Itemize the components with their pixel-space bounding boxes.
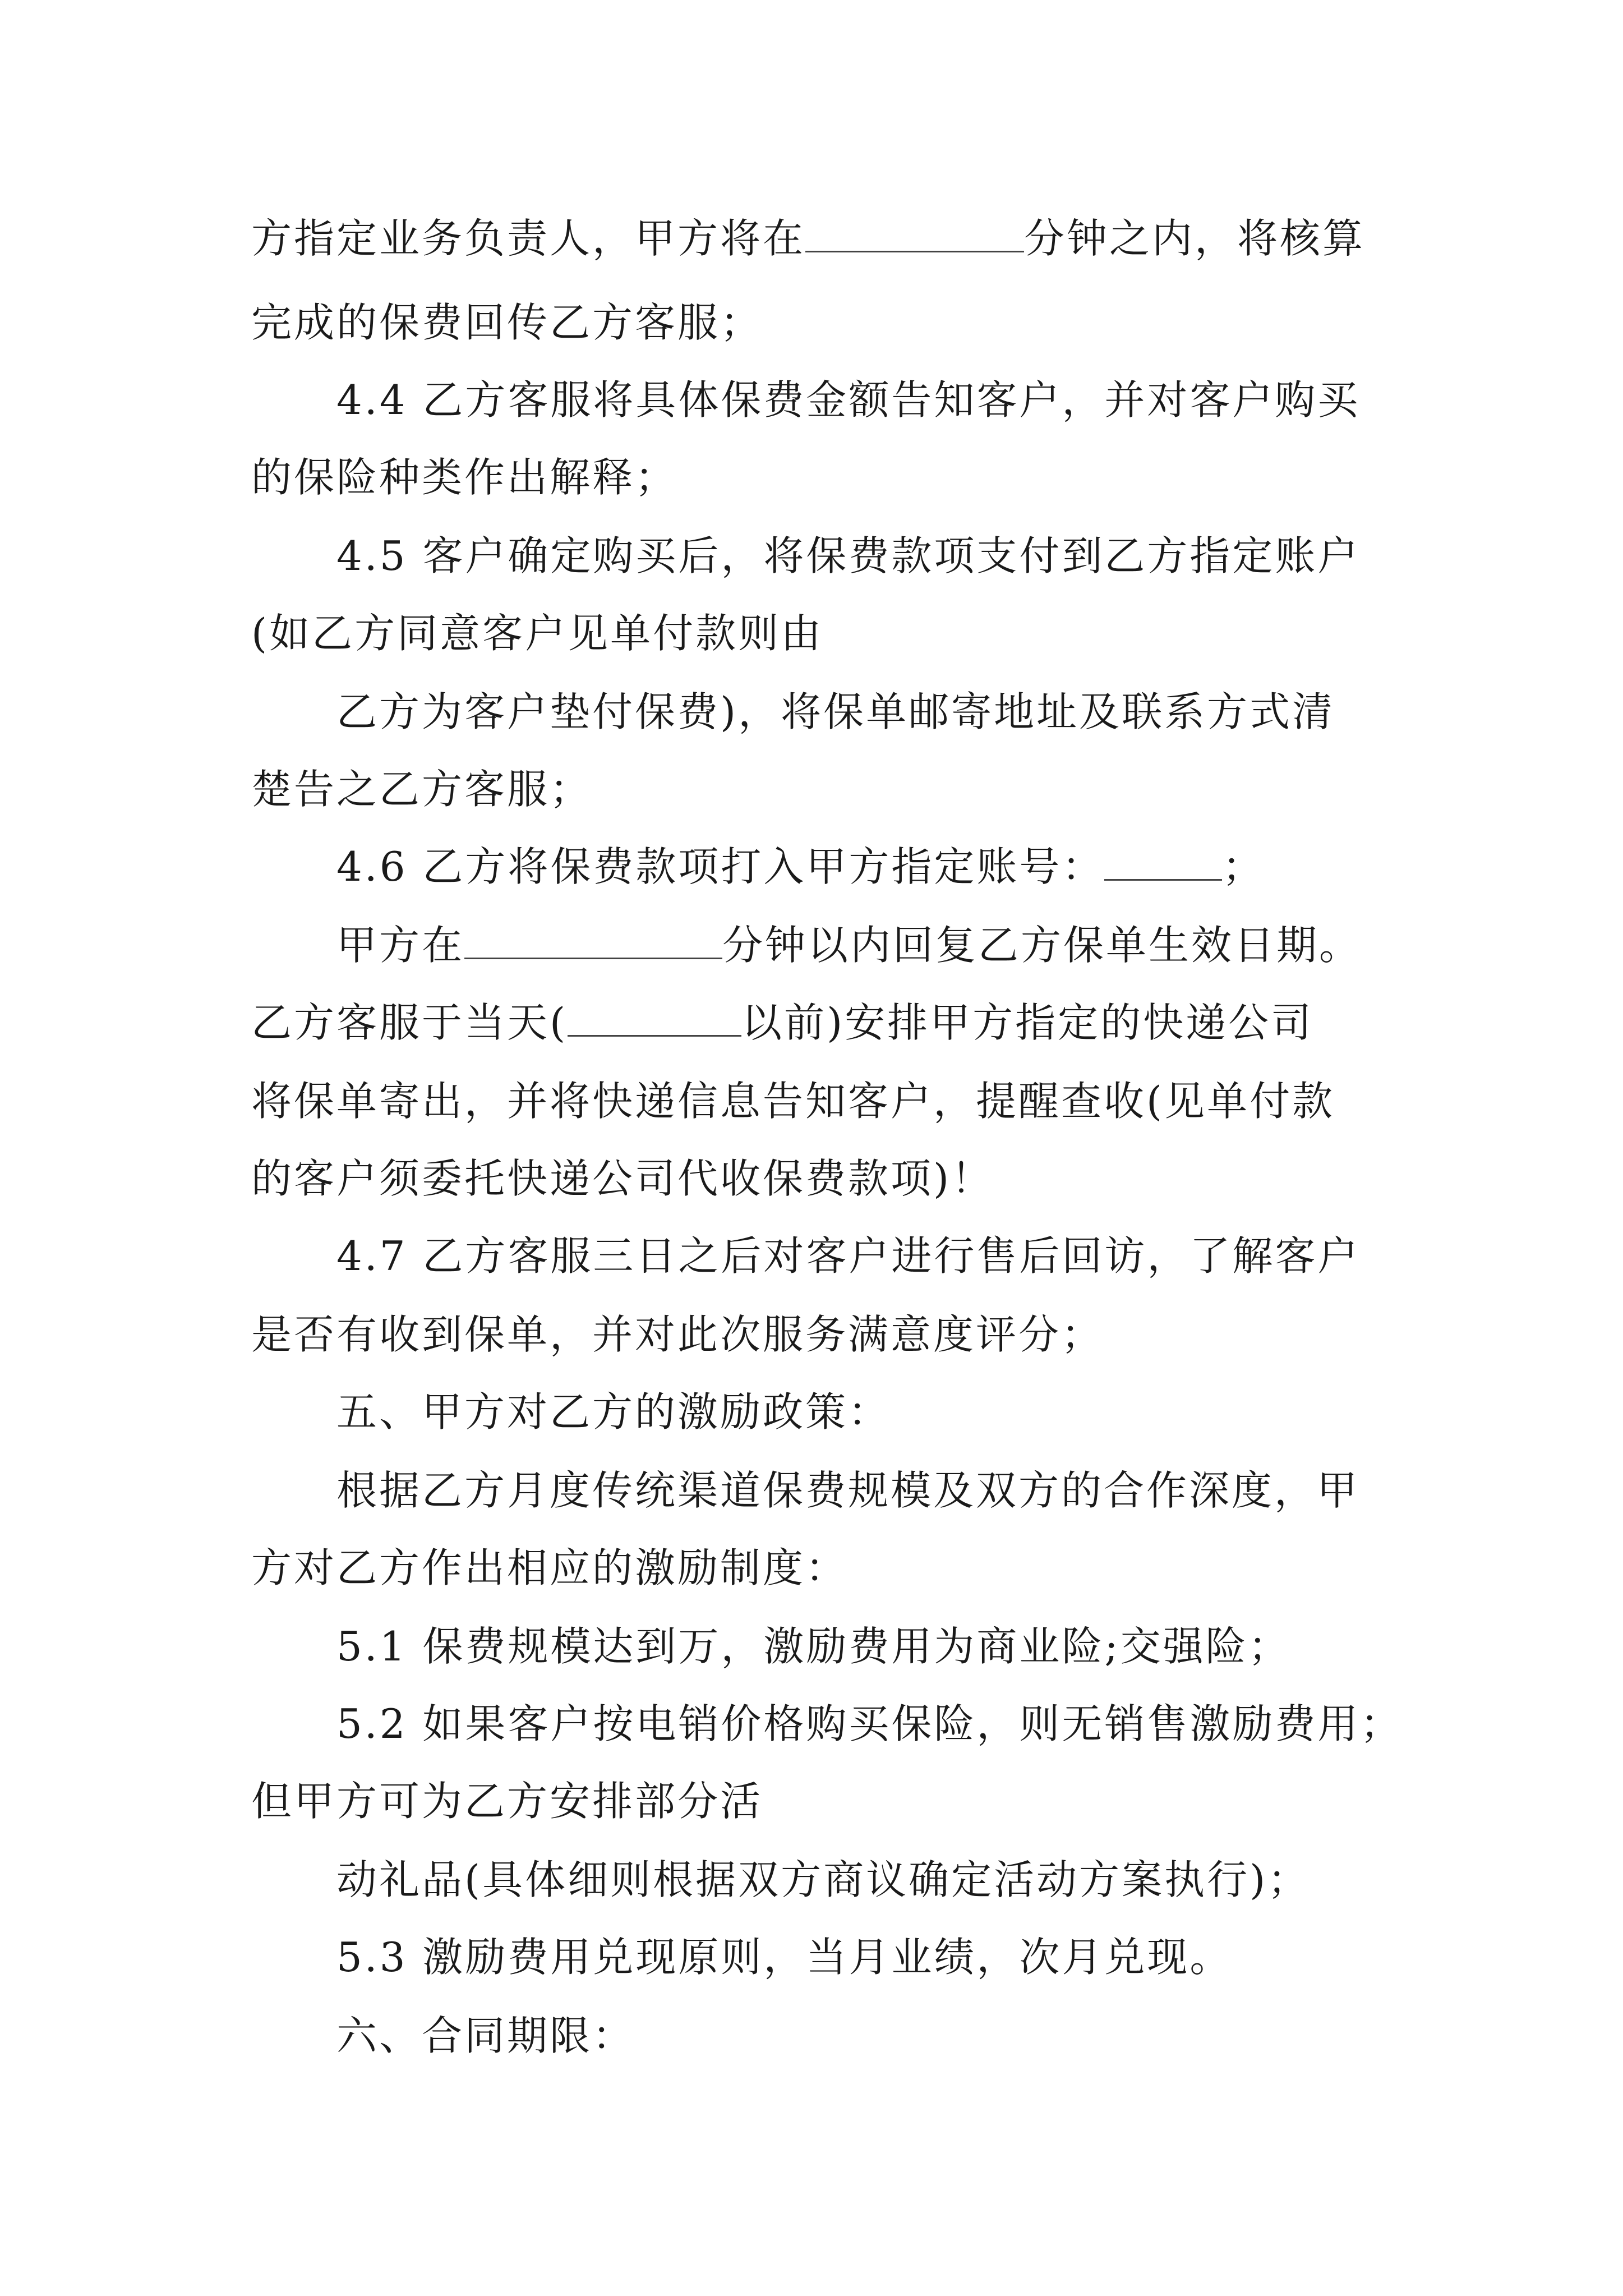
paragraph-line: 将保单寄出，并将快递信息告知客户，提醒查收(见单付款 xyxy=(251,1078,1335,1125)
paragraph-line xyxy=(251,208,1395,269)
line-text: 4.6 乙方将保费款项打入甲方指定账号： xyxy=(336,843,1105,890)
section-heading: 六、合同期限： xyxy=(336,2012,635,2059)
paragraph-line: 是否有收到保单，并对此次服务满意度评分； xyxy=(251,1311,1104,1358)
paragraph-line: 5.2 如果客户按电销价格购买保险，则无销售激励费用； xyxy=(336,1700,1403,1747)
fill-in-blank[interactable] xyxy=(568,996,741,1037)
fill-in-blank[interactable] xyxy=(464,918,722,959)
paragraph-line: 5.3 激励费用兑现原则，当月业绩，次月兑现。 xyxy=(336,1934,1233,1981)
paragraph-line: 4.7 乙方客服三日之后对客户进行售后回访，了解客户 xyxy=(336,1232,1361,1280)
line-text: 乙方客服于当天( xyxy=(251,999,568,1046)
paragraph-line: 的保险种类作出解释； xyxy=(251,454,678,501)
line-text: ； xyxy=(1222,843,1265,890)
paragraph-line: 5.1 保费规模达到万，激励费用为商业险;交强险； xyxy=(336,1623,1291,1670)
section-heading: 五、甲方对乙方的激励政策： xyxy=(336,1388,891,1435)
line-text: 甲方在 xyxy=(336,922,465,969)
paragraph-line: 的客户须委托快递公司代收保费款项)！ xyxy=(251,1155,994,1202)
paragraph-line: 完成的保费回传乙方客服； xyxy=(251,299,763,346)
paragraph-line: 方对乙方作出相应的激励制度： xyxy=(251,1544,849,1591)
paragraph-line: (如乙方同意客户见单付款则由 xyxy=(251,610,824,657)
paragraph-line xyxy=(251,992,1395,1053)
line-text: 分钟之内，将核算 xyxy=(1024,215,1366,262)
paragraph-line: 动礼品(具体细则根据双方商议确定活动方案执行)； xyxy=(336,1856,1311,1903)
paragraph-line: 但甲方可为乙方安排部分活 xyxy=(251,1778,763,1825)
paragraph-line: 4.5 客户确定购买后，将保费款项支付到乙方指定账户 xyxy=(336,532,1361,579)
paragraph-line: 乙方为客户垫付保费)，将保单邮寄地址及联系方式清 xyxy=(336,688,1335,735)
line-text: 分钟以内回复乙方保单生效日期。 xyxy=(722,922,1362,969)
paragraph-line: 楚告之乙方客服； xyxy=(251,766,593,813)
paragraph-line xyxy=(336,836,1481,898)
fill-in-blank[interactable] xyxy=(805,211,1024,252)
paragraph-line xyxy=(336,914,1481,976)
paragraph-line: 4.4 乙方客服将具体保费金额告知客户，并对客户购买 xyxy=(336,376,1361,424)
paragraph-line: 根据乙方月度传统渠道保费规模及双方的合作深度，甲 xyxy=(336,1467,1360,1514)
line-text: 以前)安排甲方指定的快递公司 xyxy=(741,999,1314,1046)
line-text: 方指定业务负责人，甲方将在 xyxy=(251,215,806,262)
account-number-blank[interactable] xyxy=(1104,840,1222,881)
